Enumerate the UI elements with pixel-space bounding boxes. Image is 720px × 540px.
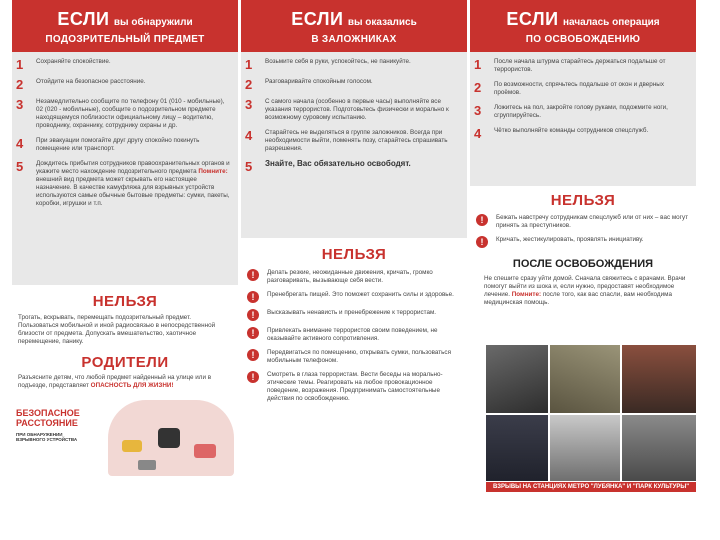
step-item (245, 58, 461, 71)
banner-subtitle: ПОДОЗРИТЕЛЬНЫЙ ПРЕДМЕТ (45, 34, 205, 45)
step-text: Незамедлительно сообщите по телефону 01 (010 - мобильные), 02 (020 - мобильные), сообщите о подозрительном предмете находящемуся поблизости официальному лицу – водителю, проводнику, охраннику, сотруднику охраны и др. (36, 98, 225, 129)
step-text: Сохраняйте спокойствие. (36, 58, 111, 65)
step-item (16, 78, 232, 91)
warning-text: Делать резкие, неожиданные движения, кричать, громко разговаривать, вызывающе себя вести. (267, 269, 433, 284)
exclamation-icon: ! (476, 236, 488, 248)
steps-list (470, 52, 696, 186)
warning-text: Привлекать внимание террористов своим поведением, не оказывайте активного сопротивления. (267, 327, 438, 342)
step-number: 5 (245, 159, 253, 174)
steps-list (12, 52, 238, 285)
step-item (16, 98, 232, 130)
step-item (16, 137, 232, 153)
step-number: 4 (16, 136, 24, 151)
steps-list (241, 52, 467, 238)
step-number: 1 (245, 57, 253, 72)
step-text (36, 160, 232, 208)
warning-item (247, 269, 461, 285)
step-text: Ложитесь на пол, закройте голову руками, подожмите ноги, сгруппируйтесь. (494, 104, 668, 119)
step-item (245, 98, 461, 122)
exclamation-icon: ! (247, 269, 259, 281)
parents-text (12, 374, 238, 390)
column-rescue-operation (470, 0, 696, 307)
step-text: Разговаривайте спокойным голосом. (265, 78, 373, 85)
safe-title-1: БЕЗОПАСНОЕ (16, 408, 80, 418)
safe-distance-heading (16, 408, 106, 442)
step-item (16, 58, 232, 71)
forbidden-list (470, 214, 696, 248)
step-item (474, 127, 690, 140)
distance-diagram (108, 400, 234, 476)
hint-text: внешний вид предмета может скрывать его настоящее назначение. В качестве камуфляжа для взрывных устройств используются самые обычные бытовые предметы: сумки, пакеты, коробки, игрушки и т.п. (36, 176, 230, 207)
photo-metro-3 (622, 345, 696, 413)
warning-item (247, 309, 461, 321)
step-item (245, 160, 461, 173)
photo-metro-2 (550, 345, 620, 413)
car-icon (122, 440, 142, 452)
step-number: 1 (474, 57, 482, 72)
forbidden-title: НЕЛЬЗЯ (550, 192, 616, 209)
warning-item (247, 327, 461, 343)
warning-text: Смотреть в глаза террористам. Вести беседы на морально-этические темы. Реагировать на любое провокационное поведение, возражения. Предпринимать самостоятельные действия по освобождению. (267, 371, 443, 402)
truck-icon (138, 460, 156, 470)
banner-word: ЕСЛИ (506, 9, 559, 29)
step-number: 1 (16, 57, 24, 72)
step-item (16, 160, 232, 208)
step-text: По возможности, спрячьтесь подальше от окон и дверных проёмов. (494, 81, 664, 96)
warning-item (476, 236, 690, 248)
step-number: 3 (245, 97, 253, 112)
forbidden-title: НЕЛЬЗЯ (321, 246, 387, 263)
warning-text: Кричать, жестикулировать, проявлять инициативу. (496, 236, 644, 243)
column-hostages (241, 0, 467, 409)
banner-word: ЕСЛИ (57, 9, 110, 29)
safe-distance-block (12, 400, 238, 478)
warning-item (476, 214, 690, 230)
forbidden-text: Трогать, вскрывать, перемещать подозрительный предмет. Пользоваться мобильной и иной радиосвязью в непосредственной близости от предмета. Допускать вмешательство, хаотичное перемещение, панику. (18, 314, 216, 345)
safe-subtitle-1: ПРИ ОБНАРУЖЕНИИ (16, 432, 63, 437)
step-text: Возьмите себя в руки, успокойтесь, не паникуйте. (265, 58, 411, 65)
step-number: 4 (474, 126, 482, 141)
banner-subtitle: ПО ОСВОБОЖДЕНИЮ (525, 34, 641, 45)
photo-metro-4 (486, 415, 548, 481)
safe-subtitle-2: ВЗРЫВНОГО УСТРОЙСТВА (16, 437, 78, 442)
warning-item (247, 291, 461, 303)
step-text: Знайте, Вас обязательно освободят. (265, 159, 411, 168)
exclamation-icon: ! (476, 214, 488, 226)
hint-label: Помните: (198, 168, 228, 175)
banner-phrase: началась операция (562, 17, 660, 28)
banner-suspicious-object (12, 0, 238, 52)
step-text: Отойдите на безопасное расстояние. (36, 78, 146, 85)
step-number: 2 (474, 80, 482, 95)
forbidden-title: НЕЛЬЗЯ (92, 293, 158, 310)
parents-accent: ОПАСНОСТЬ ДЛЯ ЖИЗНИ! (90, 382, 174, 389)
exclamation-icon: ! (247, 309, 259, 321)
warning-text: Бежать навстречу сотрудникам спецслужб или от них – вас могут принять за преступников. (496, 214, 689, 229)
step-number: 2 (245, 77, 253, 92)
warning-item (247, 349, 461, 365)
step-text: С самого начала (особенно в первые часы) выполняйте все указания террористов. Подготовьтесь физически и морально к возможному суровому испытанию. (265, 98, 449, 121)
step-text: При эвакуации помогайте друг другу спокойно покинуть помещение или транспорт. (36, 137, 200, 152)
forbidden-list (241, 269, 467, 403)
step-text: Чётко выполняйте команды сотрудников спецслужб. (494, 127, 649, 134)
warning-text: Пренебрегать пищей. Это поможет сохранить силы и здоровье. (267, 291, 454, 298)
step-item (474, 58, 690, 74)
hint-text: после того, как вас спасли, вам необходима медицинская помощь. (484, 291, 672, 306)
step-text: Старайтесь не выделяться в группе заложников. Всегда при необходимости выйти, поменять позу, старайтесь спрашивать разрешения. (265, 129, 448, 152)
banner-rescue-operation (470, 0, 696, 52)
hint-label: Помните: (511, 291, 542, 298)
step-number: 3 (474, 103, 482, 118)
after-release-title: ПОСЛЕ ОСВОБОЖДЕНИЯ (512, 258, 654, 270)
warning-text: Высказывать ненависть и пренебрежение к террористам. (267, 309, 437, 316)
step-number: 4 (245, 128, 253, 143)
banner-word: ЕСЛИ (291, 9, 344, 29)
safe-title-2: РАССТОЯНИЕ (16, 418, 78, 428)
banner-phrase: вы обнаружили (113, 17, 193, 28)
step-text-main: Дождитесь прибытия сотрудников правоохранительных органов и укажите место нахождение подозрительного предмета (36, 160, 230, 175)
step-item (245, 78, 461, 91)
photo-metro-6 (622, 415, 696, 481)
parents-title: РОДИТЕЛИ (81, 354, 169, 371)
step-number: 3 (16, 97, 24, 112)
photo-metro-1 (486, 345, 548, 413)
photo-caption: ВЗРЫВЫ НА СТАНЦИЯХ МЕТРО "ЛУБЯНКА" И "ПАРК КУЛЬТУРЫ" (486, 482, 696, 492)
bag-icon (158, 428, 180, 448)
warning-item (247, 371, 461, 403)
exclamation-icon: ! (247, 371, 259, 383)
step-item (474, 81, 690, 97)
banner-hostages (241, 0, 467, 52)
banner-phrase: вы оказались (347, 17, 417, 28)
after-release-text (470, 275, 696, 307)
step-item (245, 129, 461, 153)
after-release-text-main: Не спешите сразу уйти домой. Сначала свяжитесь с врачами. Врачи помогут выйти из шока и, если нужно, предоставят необходимое лечение. (484, 275, 686, 298)
step-number: 5 (16, 159, 24, 174)
column-suspicious-object (12, 0, 238, 478)
step-number: 2 (16, 77, 24, 92)
parents-text-main: Разъясните детям, что любой предмет найденный на улице или в подъезде, представляет (18, 374, 212, 389)
exclamation-icon: ! (247, 349, 259, 361)
warning-text: Передвигаться по помещению, открывать сумки, пользоваться мобильным телефоном. (267, 349, 451, 364)
photo-metro-5 (550, 415, 620, 481)
bus-icon (194, 444, 216, 458)
step-item (474, 104, 690, 120)
banner-subtitle: В ЗАЛОЖНИКАХ (311, 34, 397, 45)
step-text: После начала штурма старайтесь держаться подальше от террористов. (494, 58, 666, 73)
exclamation-icon: ! (247, 327, 259, 339)
exclamation-icon: ! (247, 291, 259, 303)
